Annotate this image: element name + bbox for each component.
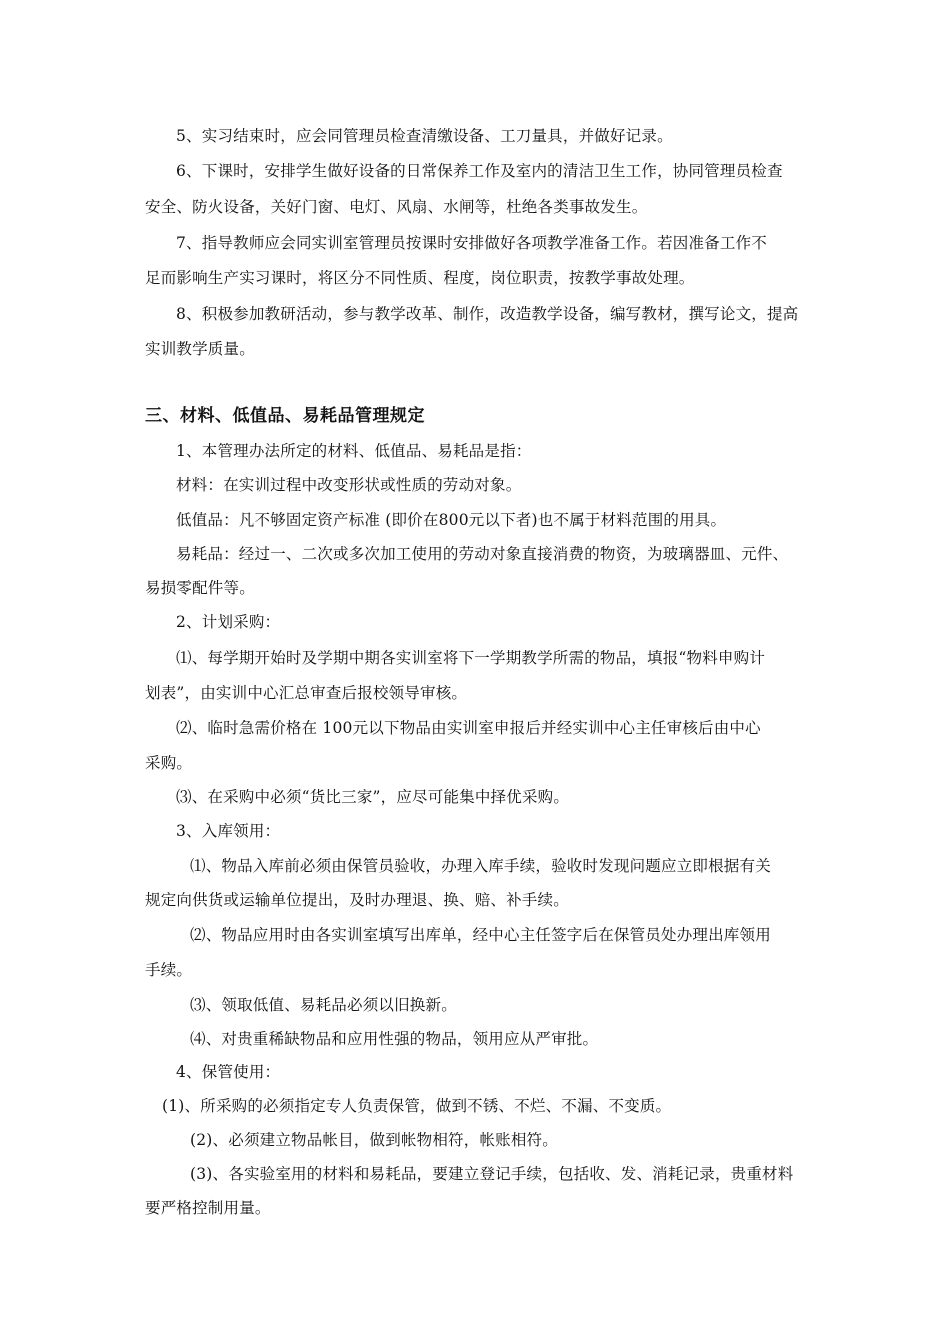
paragraph-item-6-line-1: 6、下课时，安排学生做好设备的日常保养工作及室内的清洁卫生工作，协同管理员检查 (176, 162, 783, 180)
paragraph-item-8-line-1: 8、积极参加教研活动，参与教学改革、制作，改造教学设备，编写教材，撰写论文，提高 (176, 305, 799, 323)
paragraph-2-3: ⑶、在采购中必须“货比三家”，应尽可能集中择优采购。 (176, 788, 570, 806)
paragraph-3-3: ⑶、领取低值、易耗品必须以旧换新。 (190, 996, 457, 1014)
paragraph-1-intro: 1、本管理办法所定的材料、低值品、易耗品是指： (176, 442, 532, 460)
paragraph-4-2: (2)、必须建立物品帐目，做到帐物相符，帐账相符。 (190, 1131, 558, 1149)
paragraph-item-6-line-2: 安全、防火设备，关好门窗、电灯、风扇、水闸等，杜绝各类事故发生。 (145, 198, 648, 216)
definition-consumable-line-1: 易耗品：经过一、二次或多次加工使用的劳动对象直接消费的物资，为玻璃器皿、元件、 (176, 545, 789, 563)
paragraph-3-1-line-2: 规定向供货或运输单位提出，及时办理退、换、赔、补手续。 (145, 891, 569, 909)
paragraph-2-1-line-2: 划表”，由实训中心汇总审查后报校领导审核。 (145, 684, 468, 702)
paragraph-4-3-line-1: (3)、各实验室用的材料和易耗品，要建立登记手续，包括收、发、消耗记录，贵重材料 (190, 1165, 794, 1183)
paragraph-item-5: 5、实习结束时，应会同管理员检查清缴设备、工刀量具，并做好记录。 (176, 127, 673, 145)
section-heading: 三、材料、低值品、易耗品管理规定 (145, 406, 425, 426)
paragraph-2-2-line-1: ⑵、临时急需价格在 100元以下物品由实训室申报后并经实训中心主任审核后由中心 (176, 719, 761, 737)
paragraph-3-title: 3、入库领用： (176, 822, 281, 840)
definition-material: 材料：在实训过程中改变形状或性质的劳动对象。 (176, 476, 522, 494)
definition-consumable-line-2: 易损零配件等。 (145, 579, 255, 597)
paragraph-4-1: (1)、所采购的必须指定专人负责保管，做到不锈、不烂、不漏、不变质。 (162, 1097, 672, 1115)
paragraph-3-2-line-2: 手续。 (145, 961, 193, 979)
paragraph-2-2-line-2: 采购。 (145, 754, 193, 772)
paragraph-4-3-line-2: 要严格控制用量。 (145, 1199, 271, 1217)
paragraph-2-title: 2、计划采购： (176, 613, 281, 631)
paragraph-4-title: 4、保管使用： (176, 1063, 281, 1081)
definition-low-value: 低值品：凡不够固定资产标准 (即价在800元以下者)也不属于材料范围的用具。 (176, 511, 727, 529)
paragraph-item-7-line-1: 7、指导教师应会同实训室管理员按课时安排做好各项教学准备工作。若因准备工作不 (176, 234, 767, 252)
paragraph-3-1-line-1: ⑴、物品入库前必须由保管员验收，办理入库手续，验收时发现问题应立即根据有关 (190, 857, 771, 875)
paragraph-3-4: ⑷、对贵重稀缺物品和应用性强的物品，领用应从严审批。 (190, 1030, 599, 1048)
paragraph-3-2-line-1: ⑵、物品应用时由各实训室填写出库单，经中心主任签字后在保管员处办理出库领用 (190, 926, 771, 944)
paragraph-2-1-line-1: ⑴、每学期开始时及学期中期各实训室将下一学期教学所需的物品，填报“物料申购计 (176, 649, 766, 667)
paragraph-item-7-line-2: 足而影响生产实习课时，将区分不同性质、程度，岗位职责，按教学事故处理。 (145, 269, 695, 287)
paragraph-item-8-line-2: 实训教学质量。 (145, 340, 255, 358)
